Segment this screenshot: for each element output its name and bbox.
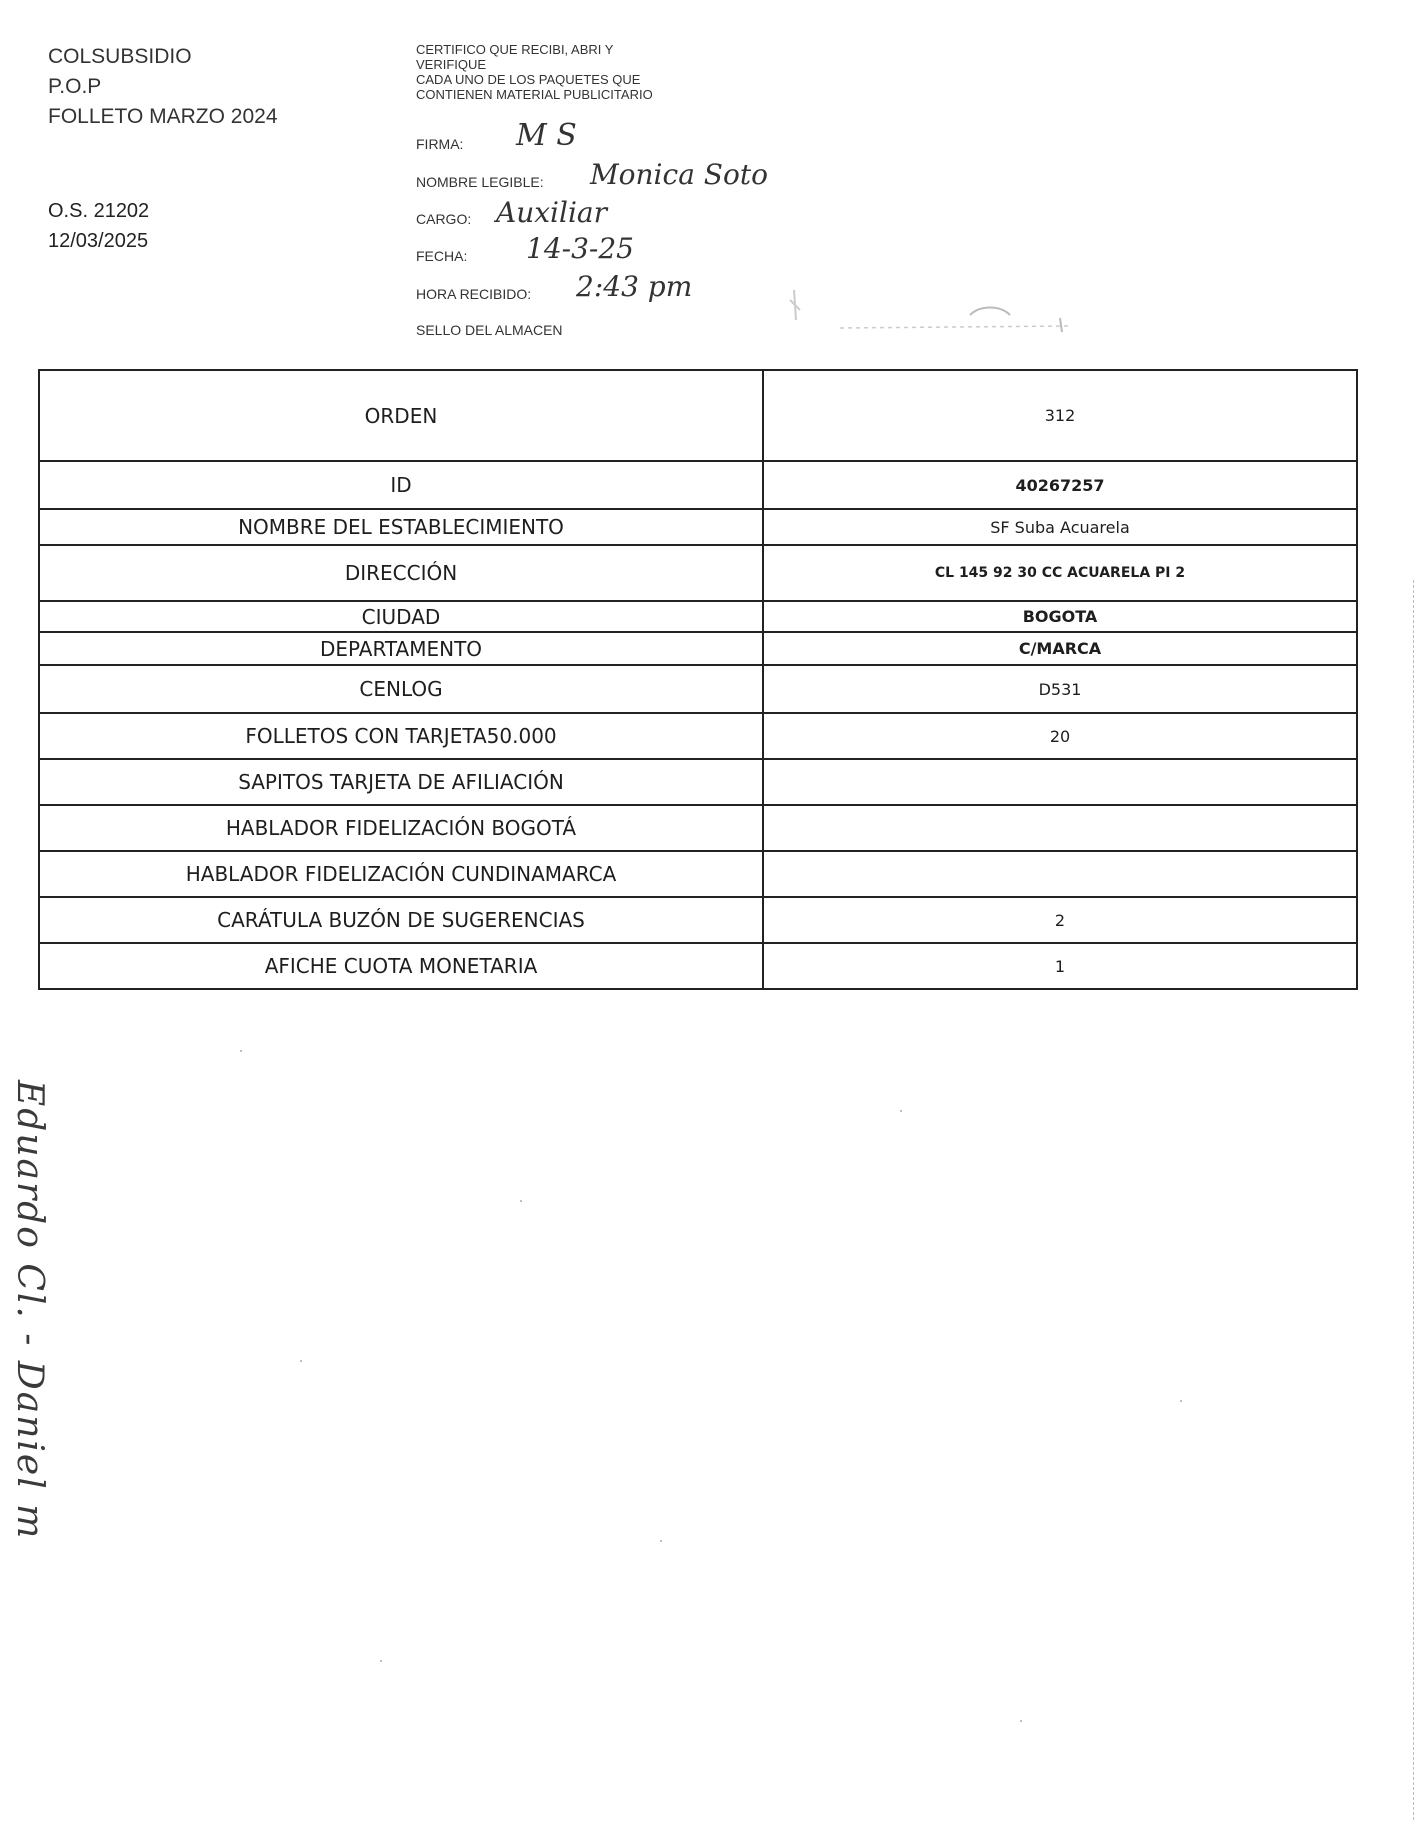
row-value: 1	[763, 943, 1357, 989]
certificate-text	[416, 42, 736, 102]
row-label: DIRECCIÓN	[39, 545, 763, 601]
row-value: C/MARCA	[763, 632, 1357, 665]
row-label: HABLADOR FIDELIZACIÓN BOGOTÁ	[39, 805, 763, 851]
table-row	[39, 509, 1357, 545]
row-value: BOGOTA	[763, 601, 1357, 632]
row-label: ORDEN	[39, 370, 763, 461]
row-value	[763, 851, 1357, 897]
sello-label: SELLO DEL ALMACEN	[416, 322, 563, 338]
cert-line: CERTIFICO QUE RECIBI, ABRI Y	[416, 42, 614, 57]
row-label: SAPITOS TARJETA DE AFILIACIÓN	[39, 759, 763, 805]
row-label: DEPARTAMENTO	[39, 632, 763, 665]
row-value: 20	[763, 713, 1357, 759]
cert-line: VERIFIQUE	[416, 57, 487, 72]
table-row	[39, 370, 1357, 461]
row-label: CARÁTULA BUZÓN DE SUGERENCIAS	[39, 897, 763, 943]
table-row	[39, 665, 1357, 713]
folleto-label: FOLLETO MARZO 2024	[48, 105, 278, 128]
fecha-value: 14-3-25	[526, 232, 634, 265]
cargo-label: CARGO:	[416, 211, 472, 227]
scan-edge-line	[1413, 580, 1414, 1820]
row-value: 2	[763, 897, 1357, 943]
row-label: FOLLETOS CON TARJETA50.000	[39, 713, 763, 759]
row-label: ID	[39, 461, 763, 509]
table-row	[39, 943, 1357, 989]
delivery-table	[38, 369, 1358, 990]
table-row	[39, 461, 1357, 509]
scan-speck	[240, 1050, 242, 1052]
org-name: COLSUBSIDIO	[48, 45, 192, 68]
table-row	[39, 897, 1357, 943]
row-value	[763, 759, 1357, 805]
row-value	[763, 805, 1357, 851]
scan-speck	[300, 1360, 302, 1362]
order-info	[48, 196, 149, 256]
scan-speck	[520, 1200, 522, 1202]
scan-speck	[660, 1540, 662, 1542]
row-label: CIUDAD	[39, 601, 763, 632]
row-label: AFICHE CUOTA MONETARIA	[39, 943, 763, 989]
row-value: D531	[763, 665, 1357, 713]
hora-label: HORA RECIBIDO:	[416, 286, 532, 302]
scan-speck	[900, 1110, 902, 1112]
row-label: HABLADOR FIDELIZACIÓN CUNDINAMARCA	[39, 851, 763, 897]
firma-signature: M S	[516, 118, 577, 153]
os-date: 12/03/2025	[48, 230, 149, 252]
cert-line: CONTIENEN MATERIAL PUBLICITARIO	[416, 87, 653, 102]
pop-label: P.O.P	[48, 75, 102, 98]
scan-speck	[1020, 1720, 1022, 1722]
table-row	[39, 545, 1357, 601]
table-row	[39, 713, 1357, 759]
scan-speck	[1180, 1400, 1182, 1402]
nombre-label: NOMBRE LEGIBLE:	[416, 174, 544, 190]
cert-line: CADA UNO DE LOS PAQUETES QUE	[416, 72, 641, 87]
nombre-value: Monica Soto	[590, 158, 768, 191]
row-label: CENLOG	[39, 665, 763, 713]
table-row	[39, 601, 1357, 632]
row-value: CL 145 92 30 CC ACUARELA PI 2	[763, 545, 1357, 601]
header-left	[48, 42, 278, 132]
fecha-label: FECHA:	[416, 248, 468, 264]
margin-handwritten-note: Eduardo Cl. - Daniel m	[9, 1080, 50, 1541]
table-row	[39, 759, 1357, 805]
table-row	[39, 632, 1357, 665]
row-value: SF Suba Acuarela	[763, 509, 1357, 545]
row-value: 312	[763, 370, 1357, 461]
hora-value: 2:43 pm	[576, 270, 693, 303]
cargo-value: Auxiliar	[496, 196, 607, 229]
faint-stamp	[780, 280, 1080, 350]
row-value: 40267257	[763, 461, 1357, 509]
firma-label: FIRMA:	[416, 136, 464, 152]
os-number: O.S. 21202	[48, 200, 150, 222]
table-row	[39, 851, 1357, 897]
table-row	[39, 805, 1357, 851]
scan-speck	[380, 1660, 382, 1662]
row-label: NOMBRE DEL ESTABLECIMIENTO	[39, 509, 763, 545]
